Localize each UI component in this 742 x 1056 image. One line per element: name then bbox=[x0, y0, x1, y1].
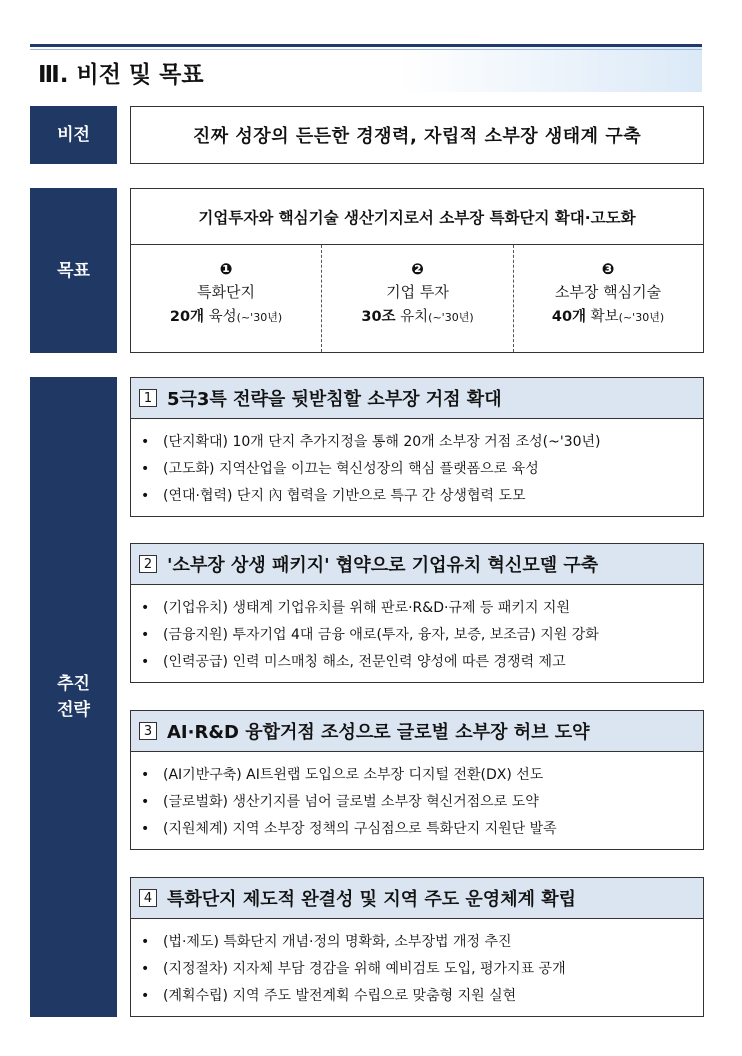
list-item: • (인력공급) 인력 미스매칭 해소, 전문인력 양성에 따른 경쟁력 제고 bbox=[141, 654, 566, 670]
goal-number-icon: ❸ bbox=[601, 260, 615, 278]
list-item: • (지원체계) 지역 소부장 정책의 구심점으로 특화단지 지원단 발족 bbox=[141, 821, 557, 837]
strategy-body bbox=[130, 585, 704, 683]
list-item: • (법·제도) 특화단지 개념·정의 명확화, 소부장법 개정 추진 bbox=[141, 934, 512, 950]
list-item: • (기업유치) 생태계 기업유치를 위해 판로·R&D·규제 등 패키지 지원 bbox=[141, 600, 570, 616]
goal-item-label: 특화단지 bbox=[197, 283, 255, 301]
list-item: • (단지확대) 10개 단지 추가지정을 통해 20개 소부장 거점 조성(~'30년) bbox=[141, 434, 601, 450]
goal-item-note: (~'30년) bbox=[428, 311, 474, 324]
goal-item-action: 확보 bbox=[590, 309, 619, 325]
goal-headline: 기업투자와 핵심기술 생산기지로서 소부장 특화단지 확대·고도화 bbox=[131, 189, 703, 245]
goal-item bbox=[131, 245, 321, 352]
strategy-title: 5극3특 전략을 뒷받침할 소부장 거점 확대 bbox=[167, 389, 502, 410]
list-item: • (AI기반구축) AI트윈랩 도입으로 소부장 디지털 전환(DX) 선도 bbox=[141, 767, 544, 783]
list-item: • (계획수립) 지역 주도 발전계획 수립으로 맞춤형 지원 실현 bbox=[141, 988, 517, 1004]
goal-item-action: 유치 bbox=[400, 309, 429, 325]
header-rule bbox=[30, 49, 702, 50]
goal-label: 목표 bbox=[30, 188, 117, 353]
strategy-heading bbox=[130, 710, 704, 752]
strategy-title: 특화단지 제도적 완결성 및 지역 주도 운영체계 확립 bbox=[167, 889, 577, 910]
goal-item bbox=[513, 245, 702, 352]
strategy-number-box: 3 bbox=[139, 722, 157, 740]
strategy-body bbox=[130, 752, 704, 850]
list-item: • (글로벌화) 생산기지를 넘어 글로벌 소부장 혁신거점으로 도약 bbox=[141, 794, 539, 810]
goal-item-value: 40개 bbox=[551, 309, 587, 325]
goal-item-value: 20개 bbox=[169, 309, 205, 325]
goal-item bbox=[321, 245, 513, 352]
strategy-heading bbox=[130, 877, 704, 919]
strategy-label-line1: 추진 bbox=[57, 674, 90, 694]
list-item: • (금융지원) 투자기업 4대 금융 애로(투자, 융자, 보증, 보조금) 지원 강화 bbox=[141, 627, 599, 643]
goal-item-target bbox=[322, 305, 513, 330]
goal-item-note: (~'30년) bbox=[236, 311, 283, 324]
vision-text: 진짜 성장의 든든한 경쟁력, 자립적 소부장 생태계 구축 bbox=[192, 126, 642, 147]
goal-item-value: 30조 bbox=[361, 309, 396, 325]
goal-item-target bbox=[131, 305, 321, 330]
list-item: • (지정절차) 지자체 부담 경감을 위해 예비검토 도입, 평가지표 공개 bbox=[141, 961, 566, 977]
vision-label: 비전 bbox=[30, 106, 117, 164]
goal-item-note: (~'30년) bbox=[618, 311, 665, 324]
goal-number-icon: ❷ bbox=[411, 260, 424, 278]
goal-item-action: 육성 bbox=[208, 309, 237, 325]
strategy-body bbox=[130, 919, 704, 1017]
strategy-number-box: 4 bbox=[139, 889, 157, 907]
goal-item-label: 기업 투자 bbox=[386, 283, 449, 301]
strategy-title: AI·R&D 융합거점 조성으로 글로벌 소부장 허브 도약 bbox=[167, 722, 590, 743]
goal-item-label: 소부장 핵심기술 bbox=[554, 283, 662, 301]
section-title: Ⅲ. 비전 및 목표 bbox=[38, 62, 204, 88]
goal-box bbox=[130, 188, 704, 353]
list-item: • (연대·협력) 단지 內 협력을 기반으로 특구 간 상생협력 도모 bbox=[141, 488, 526, 504]
strategy-heading bbox=[130, 543, 704, 585]
strategy-title: '소부장 상생 패키지' 협약으로 기업유치 혁신모델 구축 bbox=[167, 555, 599, 576]
section-header bbox=[30, 44, 702, 92]
strategy-label-line2: 전략 bbox=[57, 700, 90, 720]
strategy-body bbox=[130, 419, 704, 517]
vision-box bbox=[130, 106, 704, 164]
goal-number-icon: ❶ bbox=[219, 260, 233, 278]
strategy-heading bbox=[130, 377, 704, 419]
goal-item-target bbox=[514, 305, 702, 330]
list-item: • (고도화) 지역산업을 이끄는 혁신성장의 핵심 플랫폼으로 육성 bbox=[141, 461, 539, 477]
strategy-number-box: 2 bbox=[139, 555, 157, 573]
strategy-label bbox=[30, 377, 117, 1017]
strategy-number-box: 1 bbox=[139, 389, 157, 407]
